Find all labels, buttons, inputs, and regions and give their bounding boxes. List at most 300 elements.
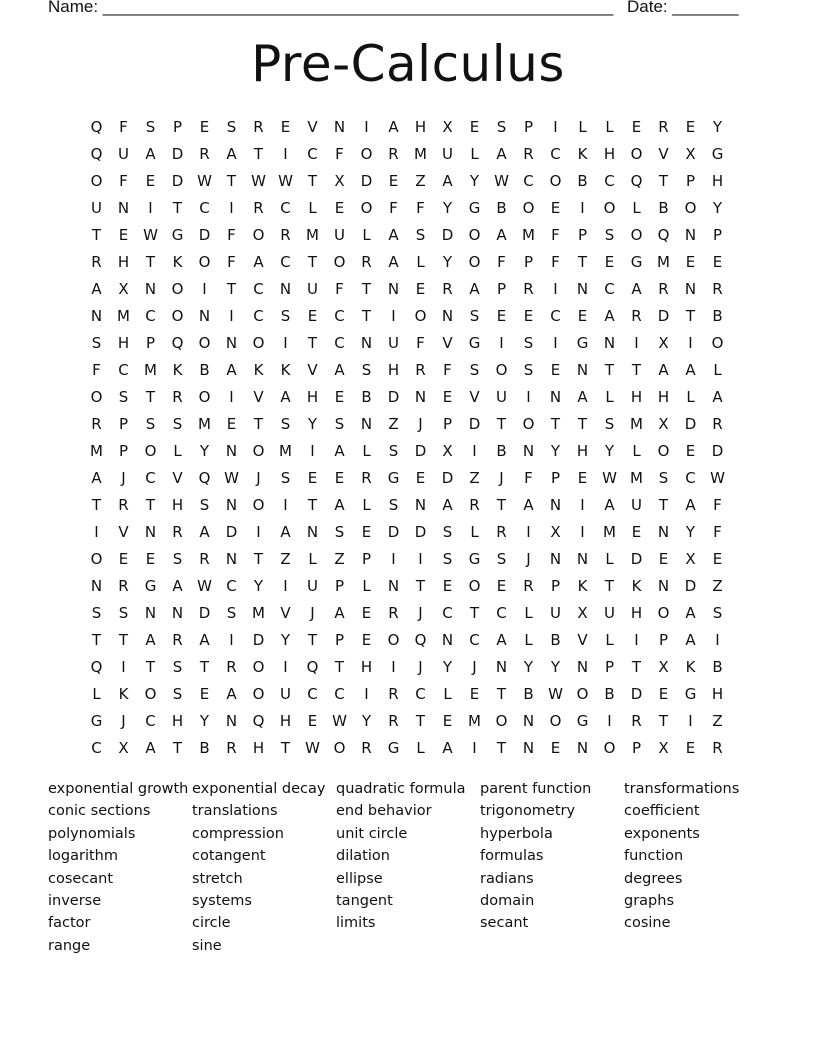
grid-letter: F bbox=[119, 171, 128, 190]
grid-letter: T bbox=[550, 414, 561, 433]
grid-letter: H bbox=[603, 144, 616, 163]
word-bank-item: translations bbox=[192, 803, 278, 820]
grid-letter: N bbox=[306, 522, 319, 541]
grid-letter: H bbox=[252, 738, 265, 757]
grid-letter: Y bbox=[442, 252, 453, 271]
grid-letter: L bbox=[308, 549, 317, 568]
grid-letter: W bbox=[278, 171, 293, 190]
grid-letter: E bbox=[145, 171, 156, 190]
grid-letter: P bbox=[118, 441, 129, 460]
grid-letter: L bbox=[362, 576, 371, 595]
word-bank-item: exponential growth bbox=[48, 781, 189, 797]
grid-letter: R bbox=[172, 630, 183, 649]
grid-letter: T bbox=[253, 414, 264, 433]
grid-letter: Z bbox=[388, 414, 399, 433]
grid-letter: A bbox=[685, 360, 696, 379]
grid-letter: F bbox=[416, 198, 425, 217]
grid-letter: N bbox=[576, 738, 589, 757]
grid-letter: O bbox=[387, 630, 400, 649]
grid-letter: W bbox=[251, 171, 266, 190]
grid-letter: S bbox=[172, 684, 183, 703]
grid-letter: Z bbox=[280, 549, 291, 568]
grid-letter: A bbox=[442, 171, 453, 190]
grid-letter: R bbox=[712, 738, 723, 757]
grid-letter: L bbox=[632, 441, 641, 460]
grid-letter: P bbox=[712, 225, 723, 244]
name-date-header bbox=[48, 0, 748, 19]
grid-letter: R bbox=[631, 711, 642, 730]
grid-letter: H bbox=[387, 360, 400, 379]
grid-letter: N bbox=[576, 657, 589, 676]
grid-letter: A bbox=[442, 738, 453, 757]
word-bank-item: stretch bbox=[192, 870, 243, 887]
grid-letter: O bbox=[333, 252, 346, 271]
word-bank-item: circle bbox=[192, 915, 231, 932]
grid-letter: D bbox=[468, 414, 481, 433]
grid-letter: T bbox=[91, 225, 102, 244]
word-bank-item: logarithm bbox=[48, 848, 118, 865]
grid-letter: P bbox=[550, 576, 561, 595]
grid-letter: O bbox=[171, 279, 184, 298]
grid-letter: Q bbox=[252, 711, 265, 730]
grid-letter: A bbox=[388, 117, 399, 136]
grid-letter: T bbox=[496, 684, 507, 703]
grid-letter: N bbox=[225, 549, 238, 568]
grid-letter: Z bbox=[334, 549, 345, 568]
grid-letter: B bbox=[523, 684, 534, 703]
grid-letter: E bbox=[577, 468, 588, 487]
grid-letter: V bbox=[280, 603, 291, 622]
grid-letter: Y bbox=[550, 441, 561, 460]
grid-letter: U bbox=[334, 225, 345, 244]
grid-letter: R bbox=[658, 279, 669, 298]
grid-letter: Y bbox=[523, 657, 534, 676]
grid-letter: E bbox=[631, 117, 642, 136]
grid-letter: R bbox=[118, 495, 129, 514]
grid-letter: A bbox=[253, 252, 264, 271]
grid-letter: A bbox=[388, 225, 399, 244]
grid-letter: S bbox=[172, 549, 183, 568]
word-bank-item: compression bbox=[192, 825, 284, 842]
grid-letter: A bbox=[577, 387, 588, 406]
word-bank-item: inverse bbox=[48, 892, 102, 909]
grid-letter: V bbox=[307, 117, 318, 136]
grid-letter: T bbox=[496, 495, 507, 514]
grid-letter: S bbox=[496, 117, 507, 136]
grid-letter: Q bbox=[414, 630, 427, 649]
grid-letter: Y bbox=[199, 441, 210, 460]
grid-letter: R bbox=[496, 522, 507, 541]
word-bank-item: end behavior bbox=[336, 803, 432, 820]
grid-letter: A bbox=[226, 684, 237, 703]
grid-letter: N bbox=[333, 117, 346, 136]
grid-letter: R bbox=[280, 225, 291, 244]
grid-letter: R bbox=[523, 279, 534, 298]
grid-letter: F bbox=[227, 252, 236, 271]
grid-letter: O bbox=[144, 684, 157, 703]
grid-letter: N bbox=[360, 333, 373, 352]
grid-letter: E bbox=[442, 711, 453, 730]
grid-letter: E bbox=[334, 198, 345, 217]
grid-letter: L bbox=[578, 117, 587, 136]
grid-letter: X bbox=[685, 549, 696, 568]
grid-letter: M bbox=[522, 225, 535, 244]
grid-letter: O bbox=[333, 738, 346, 757]
grid-letter: M bbox=[603, 522, 616, 541]
grid-letter: N bbox=[441, 306, 454, 325]
grid-letter: E bbox=[280, 117, 291, 136]
grid-letter: A bbox=[712, 387, 723, 406]
grid-letter: O bbox=[252, 333, 265, 352]
grid-letter: H bbox=[711, 684, 724, 703]
grid-letter: R bbox=[361, 738, 372, 757]
grid-letter: I bbox=[715, 630, 720, 649]
grid-letter: L bbox=[92, 684, 101, 703]
grid-letter: U bbox=[307, 279, 318, 298]
grid-letter: I bbox=[364, 684, 369, 703]
grid-letter: N bbox=[279, 279, 292, 298]
grid-letter: T bbox=[658, 711, 669, 730]
grid-letter: O bbox=[468, 576, 481, 595]
word-bank-item: sine bbox=[192, 937, 222, 954]
grid-letter: O bbox=[603, 738, 616, 757]
grid-letter: K bbox=[280, 360, 291, 379]
grid-letter: Y bbox=[550, 657, 561, 676]
grid-letter: C bbox=[523, 171, 534, 190]
grid-letter: G bbox=[468, 549, 481, 568]
grid-letter: Y bbox=[604, 441, 615, 460]
grid-letter: H bbox=[279, 711, 292, 730]
grid-letter: E bbox=[685, 117, 696, 136]
grid-letter: G bbox=[144, 576, 157, 595]
grid-letter: M bbox=[144, 360, 157, 379]
grid-letter: A bbox=[388, 252, 399, 271]
grid-letter: X bbox=[118, 738, 129, 757]
grid-letter: I bbox=[418, 549, 423, 568]
grid-letter: A bbox=[91, 279, 102, 298]
grid-letter: E bbox=[550, 198, 561, 217]
grid-letter: P bbox=[523, 252, 534, 271]
word-bank-item: tangent bbox=[336, 892, 393, 909]
grid-letter: I bbox=[283, 576, 288, 595]
grid-letter: L bbox=[605, 117, 614, 136]
grid-letter: H bbox=[171, 495, 184, 514]
grid-letter: Y bbox=[469, 171, 480, 190]
grid-letter: C bbox=[118, 360, 129, 379]
grid-letter: A bbox=[334, 495, 345, 514]
grid-letter: O bbox=[630, 225, 643, 244]
grid-letter: S bbox=[388, 441, 399, 460]
grid-letter: B bbox=[658, 198, 669, 217]
grid-letter: K bbox=[577, 144, 588, 163]
grid-letter: D bbox=[414, 522, 427, 541]
grid-letter: B bbox=[199, 360, 210, 379]
grid-letter: H bbox=[117, 252, 130, 271]
grid-letter: C bbox=[604, 171, 615, 190]
grid-letter: O bbox=[198, 252, 211, 271]
grid-letter: C bbox=[415, 684, 426, 703]
grid-letter: D bbox=[198, 603, 211, 622]
grid-letter: G bbox=[468, 198, 481, 217]
grid-letter: S bbox=[118, 603, 129, 622]
grid-letter: S bbox=[145, 414, 156, 433]
grid-letter: I bbox=[391, 306, 396, 325]
grid-letter: L bbox=[173, 441, 182, 460]
grid-letter: S bbox=[280, 306, 291, 325]
grid-letter: E bbox=[334, 387, 345, 406]
grid-letter: R bbox=[469, 495, 480, 514]
grid-letter: H bbox=[117, 333, 130, 352]
grid-letter: C bbox=[334, 333, 345, 352]
grid-letter: T bbox=[307, 171, 318, 190]
grid-letter: C bbox=[550, 144, 561, 163]
grid-letter: L bbox=[686, 387, 695, 406]
grid-letter: W bbox=[305, 738, 320, 757]
grid-letter: G bbox=[711, 144, 724, 163]
grid-letter: U bbox=[496, 387, 507, 406]
grid-letter: T bbox=[199, 657, 210, 676]
grid-letter: E bbox=[307, 711, 318, 730]
grid-letter: M bbox=[414, 144, 427, 163]
grid-letter: T bbox=[631, 360, 642, 379]
grid-letter: S bbox=[388, 495, 399, 514]
grid-letter: O bbox=[198, 333, 211, 352]
grid-letter: X bbox=[577, 603, 588, 622]
grid-letter: K bbox=[685, 657, 696, 676]
grid-letter: I bbox=[634, 333, 639, 352]
grid-letter: S bbox=[523, 360, 534, 379]
grid-letter: W bbox=[494, 171, 509, 190]
grid-letter: L bbox=[443, 684, 452, 703]
grid-letter: H bbox=[306, 387, 319, 406]
grid-letter: J bbox=[526, 549, 531, 568]
grid-letter: E bbox=[550, 360, 561, 379]
grid-letter: Q bbox=[198, 468, 211, 487]
grid-letter: B bbox=[577, 171, 588, 190]
grid-letter: O bbox=[711, 333, 724, 352]
grid-letter: I bbox=[391, 657, 396, 676]
grid-letter: P bbox=[685, 171, 696, 190]
grid-letter: O bbox=[252, 441, 265, 460]
grid-letter: H bbox=[630, 603, 643, 622]
grid-letter: N bbox=[144, 603, 157, 622]
grid-letter: N bbox=[441, 630, 454, 649]
grid-letter: E bbox=[415, 279, 426, 298]
grid-letter: I bbox=[283, 144, 288, 163]
grid-letter: O bbox=[90, 171, 103, 190]
grid-letter: I bbox=[580, 198, 585, 217]
grid-letter: X bbox=[658, 414, 669, 433]
grid-letter: N bbox=[225, 441, 238, 460]
grid-letter: I bbox=[499, 333, 504, 352]
grid-letter: Y bbox=[280, 630, 291, 649]
grid-letter: O bbox=[684, 198, 697, 217]
grid-letter: O bbox=[468, 252, 481, 271]
grid-letter: S bbox=[442, 522, 453, 541]
grid-letter: A bbox=[496, 144, 507, 163]
word-bank-item: ellipse bbox=[336, 870, 383, 887]
grid-letter: I bbox=[229, 630, 234, 649]
word-bank-item: range bbox=[48, 937, 91, 954]
grid-letter: A bbox=[334, 441, 345, 460]
grid-letter: I bbox=[580, 495, 585, 514]
grid-letter: N bbox=[387, 576, 400, 595]
word-bank-item: factor bbox=[48, 915, 91, 932]
grid-letter: U bbox=[604, 603, 615, 622]
grid-letter: S bbox=[91, 333, 102, 352]
grid-letter: Q bbox=[630, 171, 643, 190]
grid-letter: N bbox=[144, 522, 157, 541]
grid-letter: S bbox=[91, 603, 102, 622]
grid-letter: J bbox=[472, 657, 477, 676]
grid-letter: O bbox=[576, 684, 589, 703]
grid-letter: L bbox=[470, 144, 479, 163]
grid-letter: D bbox=[711, 441, 724, 460]
grid-letter: C bbox=[307, 684, 318, 703]
grid-letter: V bbox=[469, 387, 480, 406]
grid-letter: S bbox=[523, 333, 534, 352]
grid-letter: Y bbox=[712, 198, 723, 217]
grid-letter: D bbox=[387, 387, 400, 406]
grid-letter: S bbox=[172, 657, 183, 676]
grid-letter: K bbox=[253, 360, 264, 379]
grid-letter: J bbox=[418, 657, 423, 676]
grid-letter: U bbox=[442, 144, 453, 163]
grid-letter: E bbox=[469, 684, 480, 703]
grid-letter: M bbox=[198, 414, 211, 433]
word-bank-item: trigonometry bbox=[480, 803, 576, 820]
grid-letter: B bbox=[712, 306, 723, 325]
grid-letter: R bbox=[388, 684, 399, 703]
grid-letter: S bbox=[226, 117, 237, 136]
grid-letter: S bbox=[172, 414, 183, 433]
grid-letter: E bbox=[361, 603, 372, 622]
grid-letter: I bbox=[229, 198, 234, 217]
word-bank-item: conic sections bbox=[48, 803, 151, 820]
grid-letter: Z bbox=[712, 576, 723, 595]
grid-letter: I bbox=[553, 117, 558, 136]
grid-letter: L bbox=[362, 495, 371, 514]
grid-letter: E bbox=[226, 414, 237, 433]
grid-letter: E bbox=[199, 684, 210, 703]
grid-letter: E bbox=[361, 522, 372, 541]
grid-letter: O bbox=[252, 495, 265, 514]
grid-letter: I bbox=[526, 387, 531, 406]
grid-letter: O bbox=[549, 171, 562, 190]
word-bank-item: domain bbox=[480, 892, 535, 909]
grid-letter: E bbox=[442, 576, 453, 595]
grid-letter: S bbox=[415, 225, 426, 244]
grid-letter: X bbox=[685, 144, 696, 163]
grid-letter: I bbox=[310, 441, 315, 460]
grid-letter: R bbox=[253, 198, 264, 217]
grid-letter: E bbox=[442, 387, 453, 406]
grid-letter: A bbox=[226, 360, 237, 379]
grid-letter: N bbox=[549, 387, 562, 406]
grid-letter: I bbox=[580, 522, 585, 541]
grid-letter: F bbox=[497, 252, 506, 271]
grid-letter: N bbox=[360, 414, 373, 433]
grid-letter: J bbox=[121, 711, 126, 730]
grid-letter: C bbox=[145, 306, 156, 325]
grid-letter: B bbox=[496, 441, 507, 460]
grid-letter: H bbox=[171, 711, 184, 730]
grid-letter: L bbox=[416, 738, 425, 757]
grid-letter: Q bbox=[90, 144, 103, 163]
grid-letter: U bbox=[307, 576, 318, 595]
grid-letter: Y bbox=[685, 522, 696, 541]
grid-letter: R bbox=[388, 144, 399, 163]
grid-letter: N bbox=[576, 360, 589, 379]
grid-letter: T bbox=[415, 711, 426, 730]
grid-letter: D bbox=[630, 684, 643, 703]
grid-letter: U bbox=[631, 495, 642, 514]
grid-letter: R bbox=[226, 657, 237, 676]
grid-letter: D bbox=[252, 630, 265, 649]
grid-letter: D bbox=[441, 225, 454, 244]
grid-letter: E bbox=[307, 306, 318, 325]
grid-letter: T bbox=[469, 603, 480, 622]
grid-letter: R bbox=[712, 414, 723, 433]
grid-letter: V bbox=[253, 387, 264, 406]
grid-letter: M bbox=[90, 441, 103, 460]
grid-letter: Y bbox=[712, 117, 723, 136]
grid-letter: L bbox=[416, 252, 425, 271]
grid-letter: C bbox=[253, 279, 264, 298]
grid-letter: N bbox=[657, 576, 670, 595]
grid-letter: G bbox=[171, 225, 184, 244]
grid-letter: R bbox=[172, 387, 183, 406]
grid-letter: F bbox=[389, 198, 398, 217]
word-bank-item: graphs bbox=[624, 892, 674, 909]
grid-letter: T bbox=[307, 495, 318, 514]
grid-letter: T bbox=[145, 657, 156, 676]
grid-letter: T bbox=[685, 306, 696, 325]
grid-letter: O bbox=[90, 387, 103, 406]
grid-letter: M bbox=[630, 414, 643, 433]
word-bank-item: parent function bbox=[480, 781, 592, 797]
grid-letter: B bbox=[199, 738, 210, 757]
grid-letter: T bbox=[145, 252, 156, 271]
grid-letter: I bbox=[634, 630, 639, 649]
grid-letter: N bbox=[414, 387, 427, 406]
grid-letter: E bbox=[199, 117, 210, 136]
grid-letter: M bbox=[252, 603, 265, 622]
grid-letter: C bbox=[280, 252, 291, 271]
grid-letter: A bbox=[226, 144, 237, 163]
grid-letter: S bbox=[199, 495, 210, 514]
grid-letter: N bbox=[225, 711, 238, 730]
grid-letter: T bbox=[577, 252, 588, 271]
grid-letter: D bbox=[171, 144, 184, 163]
grid-letter: A bbox=[145, 630, 156, 649]
grid-letter: H bbox=[414, 117, 427, 136]
grid-letter: O bbox=[630, 144, 643, 163]
grid-letter: I bbox=[202, 279, 207, 298]
grid-letter: T bbox=[253, 144, 264, 163]
grid-letter: U bbox=[550, 603, 561, 622]
grid-letter: C bbox=[604, 279, 615, 298]
word-bank-item: secant bbox=[480, 915, 529, 932]
grid-letter: C bbox=[145, 711, 156, 730]
grid-letter: R bbox=[388, 711, 399, 730]
grid-letter: W bbox=[143, 225, 158, 244]
grid-letter: R bbox=[91, 252, 102, 271]
word-bank-item: polynomials bbox=[48, 825, 136, 842]
grid-letter: N bbox=[387, 279, 400, 298]
grid-letter: P bbox=[442, 414, 453, 433]
grid-letter: A bbox=[685, 630, 696, 649]
